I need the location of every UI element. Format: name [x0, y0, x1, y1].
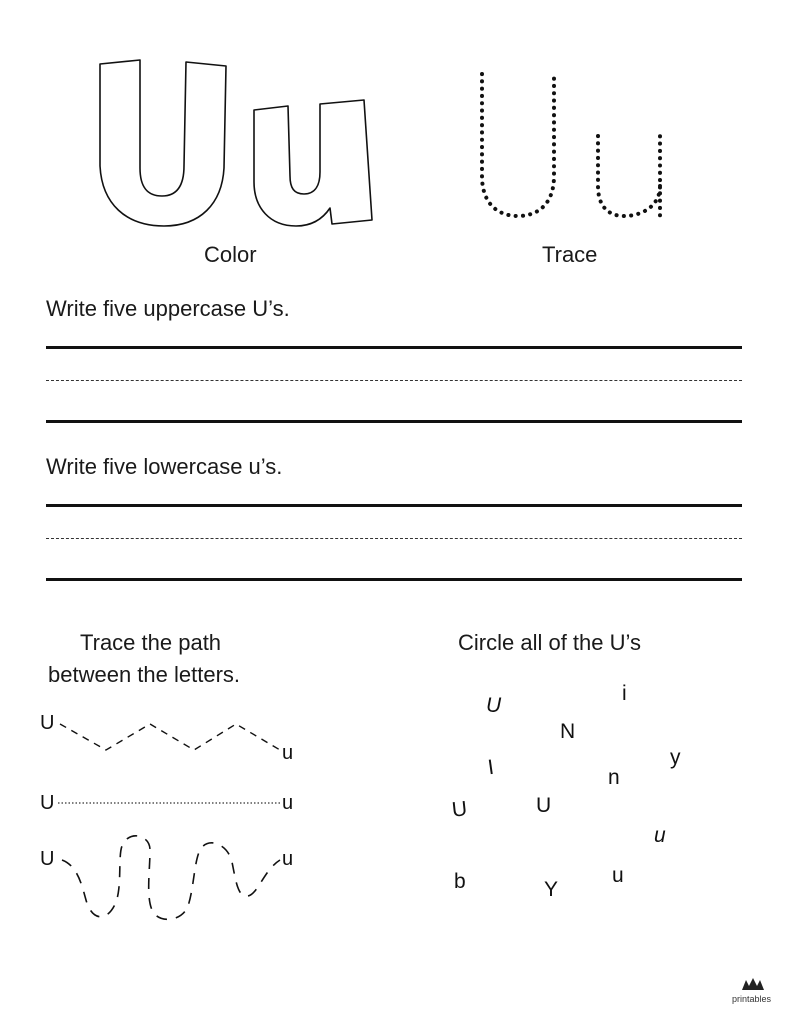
- scatter-letter[interactable]: Y: [544, 878, 559, 901]
- path-row3-end-letter: u: [282, 848, 294, 870]
- upper-mid-dashed-line: [46, 380, 742, 381]
- scatter-letter[interactable]: i: [622, 682, 627, 705]
- upper-top-line: [46, 346, 742, 349]
- lower-top-line: [46, 504, 742, 507]
- lowercase-u-outline: [254, 100, 372, 226]
- wavy-trace-path[interactable]: [58, 826, 284, 926]
- scatter-letter[interactable]: U: [486, 694, 502, 717]
- straight-trace-path[interactable]: [58, 800, 282, 806]
- lower-mid-dashed-line: [46, 538, 742, 539]
- scatter-letter[interactable]: I: [486, 755, 496, 780]
- circle-title: Circle all of the U’s: [458, 630, 641, 655]
- lower-base-line[interactable]: [46, 578, 742, 581]
- scatter-letter[interactable]: u: [612, 864, 624, 887]
- scatter-letter[interactable]: n: [608, 766, 620, 789]
- scatter-letter[interactable]: b: [454, 870, 466, 893]
- path-row2-start-letter: U: [40, 792, 55, 814]
- trace-path-title-line1: Trace the path: [80, 630, 222, 655]
- scatter-letter[interactable]: u: [654, 824, 666, 847]
- color-letters-uu: [88, 56, 388, 236]
- write-lowercase-prompt: Write five lowercase u’s.: [46, 454, 283, 479]
- write-uppercase-prompt: Write five uppercase U’s.: [46, 296, 290, 321]
- uppercase-u-outline: [100, 60, 226, 226]
- printables-brand: printables: [732, 994, 772, 1004]
- scatter-letter[interactable]: y: [670, 746, 681, 769]
- scatter-letter[interactable]: N: [560, 720, 576, 743]
- printables-logo-icon: [740, 976, 768, 992]
- upper-base-line[interactable]: [46, 420, 742, 423]
- scatter-letter[interactable]: U: [450, 797, 469, 822]
- path-row1-end-letter: u: [282, 742, 294, 764]
- trace-letters-uu: [470, 66, 680, 226]
- zigzag-trace-path[interactable]: [58, 716, 284, 760]
- trace-path-title-line2: between the letters.: [48, 662, 241, 687]
- path-row3-start-letter: U: [40, 848, 55, 870]
- scatter-letter[interactable]: U: [536, 794, 552, 817]
- color-label: Color: [204, 242, 257, 267]
- path-row1-start-letter: U: [40, 712, 55, 734]
- path-row2-end-letter: u: [282, 792, 294, 814]
- trace-label: Trace: [542, 242, 598, 267]
